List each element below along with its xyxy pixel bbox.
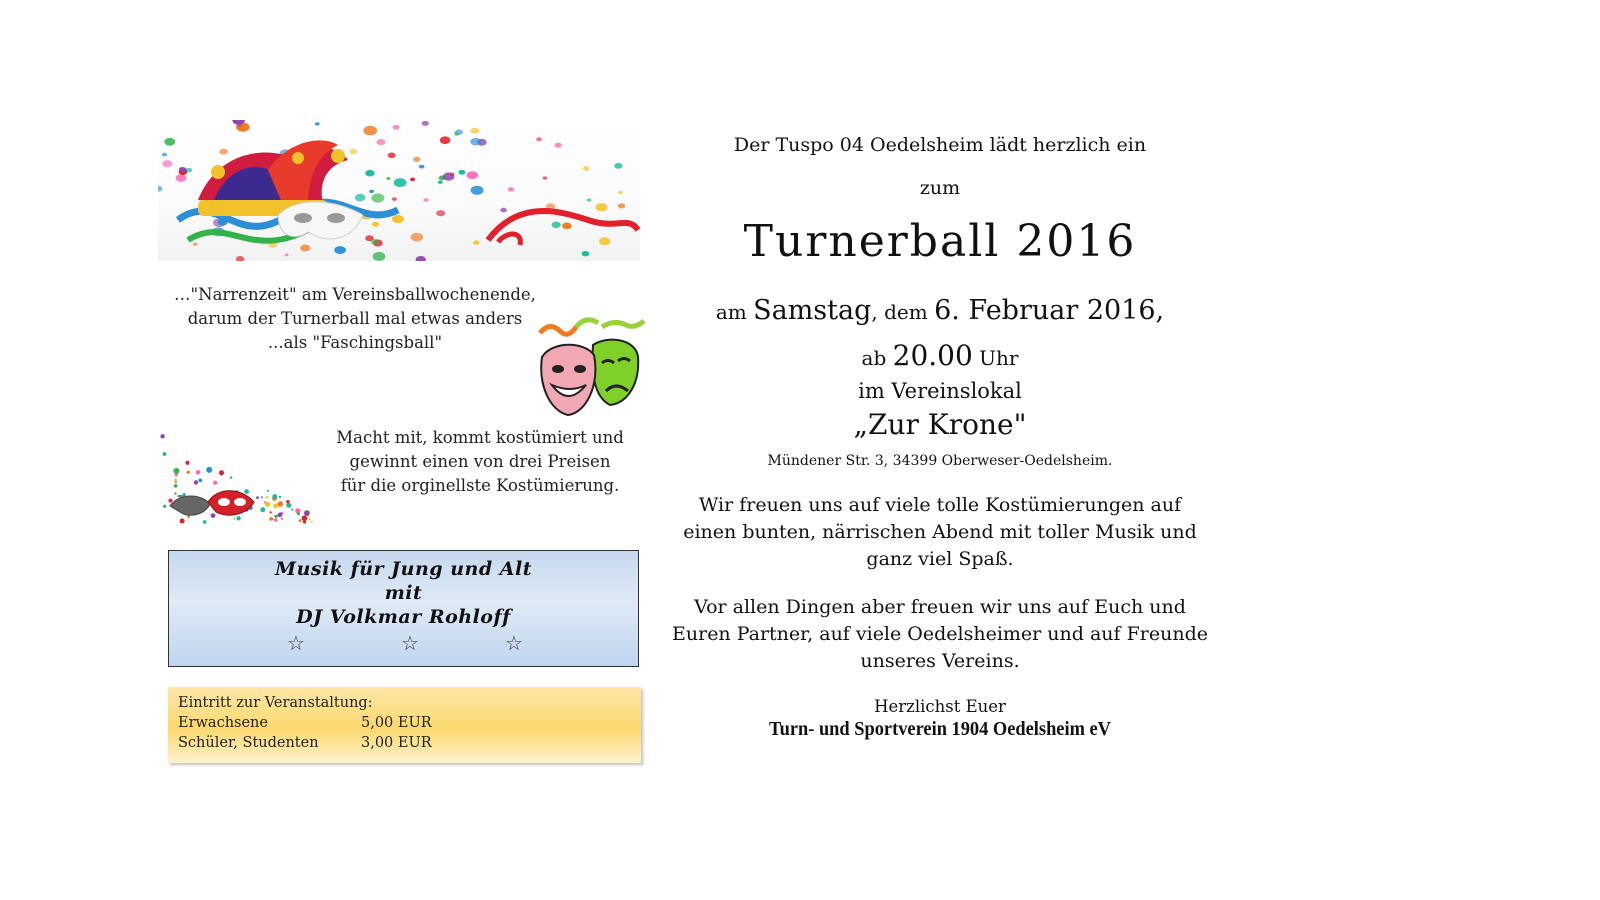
confetti-dot <box>454 132 459 135</box>
paragraph-costumes: Wir freuen uns auf viele tolle Kostümierungen auf einen bunten, närrischen Abend mit toller Musik und ganz viel Spaß. <box>683 494 1197 570</box>
confetti-dot <box>244 489 249 494</box>
confetti-dot <box>365 170 374 177</box>
confetti-dot <box>278 501 283 506</box>
confetti-dot <box>308 518 310 520</box>
confetti-dot <box>260 507 265 512</box>
confetti-dot <box>291 509 293 511</box>
confetti-dot <box>187 471 190 474</box>
confetti-dot <box>303 520 306 523</box>
confetti-dot <box>334 246 346 254</box>
confetti-dot <box>267 490 269 492</box>
confetti-dot <box>213 481 217 485</box>
confetti-dot <box>618 191 622 194</box>
confetti-dot <box>440 136 451 144</box>
confetti-dot <box>174 484 178 488</box>
confetti-dot <box>219 149 228 155</box>
confetti-dot <box>315 122 320 125</box>
confetti-dot <box>300 245 310 252</box>
confetti-dot <box>394 178 407 187</box>
theater-masks-image <box>538 313 648 423</box>
confetti-dot <box>274 515 277 518</box>
confetti-dot <box>278 513 283 518</box>
confetti-dot <box>163 505 166 508</box>
stars-row <box>169 631 638 657</box>
machtmit-line-3: für die orginellste Kostümierung. <box>340 476 620 495</box>
confetti-dot <box>256 496 259 499</box>
confetti-dot <box>158 186 162 192</box>
confetti-dot <box>230 476 232 478</box>
confetti-dot <box>297 512 300 515</box>
music-line-3: DJ Volkmar Rohloff <box>296 606 511 628</box>
confetti-dot <box>536 137 542 141</box>
confetti-dot <box>436 210 445 216</box>
narren-line-2: darum der Turnerball mal etwas anders <box>187 309 523 328</box>
confetti-dot <box>355 194 366 202</box>
confetti-dot <box>596 203 608 211</box>
confetti-dot <box>500 208 507 213</box>
confetti-dot <box>618 203 625 208</box>
confetti-dot <box>163 452 167 456</box>
confetti-mask-illustration <box>158 422 318 534</box>
confetti-dot <box>614 163 622 169</box>
confetti-dot <box>183 493 186 496</box>
confetti-dot <box>467 171 479 179</box>
confetti-dot <box>562 223 572 230</box>
confetti-dot <box>236 256 244 261</box>
price-value: 5,00 EUR <box>361 715 432 731</box>
confetti-dot <box>552 222 561 228</box>
confetti-dot <box>371 193 384 202</box>
date-am: am <box>715 300 747 324</box>
event-time <box>660 339 1220 372</box>
confetti-dot <box>286 503 291 508</box>
confetti-dot <box>219 470 224 475</box>
confetti-dot <box>599 237 610 245</box>
confetti-dot <box>196 470 201 475</box>
date-value: 6. Februar 2016, <box>934 295 1165 326</box>
confetti-dot <box>470 138 481 146</box>
confetti-dot <box>198 479 202 483</box>
confetti-dot <box>272 494 277 499</box>
confetti-dot <box>174 492 176 494</box>
music-line-2: mit <box>384 582 423 604</box>
confetti-mask-image <box>158 422 318 534</box>
confetti-dot <box>160 434 164 438</box>
confetti-dot <box>413 157 420 162</box>
admission-price-box <box>168 687 641 763</box>
confetti-dot <box>410 178 415 182</box>
confetti-dot <box>543 176 548 179</box>
venue-intro: im Vereinslokal <box>858 379 1022 403</box>
confetti-dot <box>311 521 313 523</box>
confetti-dot <box>193 243 198 246</box>
confetti-dot <box>583 166 589 171</box>
price-row <box>178 733 631 753</box>
confetti-dot <box>233 518 235 520</box>
confetti-dot <box>203 520 207 524</box>
confetti-dot <box>236 516 240 520</box>
confetti-dot <box>555 143 562 148</box>
venue-name: „Zur Krone" <box>853 408 1027 441</box>
confetti-dot <box>176 174 187 182</box>
confetti-dot <box>264 501 266 503</box>
confetti-dot <box>373 252 386 261</box>
confetti-dot <box>458 170 465 175</box>
confetti-dot <box>270 511 272 513</box>
event-date <box>660 295 1220 326</box>
confetti-dot <box>392 215 404 223</box>
confetti-dot <box>173 468 179 474</box>
comedy-tragedy-masks-illustration <box>538 313 648 423</box>
confetti-dot <box>471 186 484 195</box>
confetti-dot <box>187 516 190 519</box>
confetti-dot <box>422 121 429 126</box>
carnival-banner-image <box>158 120 640 261</box>
closing-greeting: Herzlichst Euer <box>874 697 1006 716</box>
confetti-dot <box>211 513 216 518</box>
time-ab: ab <box>861 346 887 370</box>
confetti-dot <box>302 515 308 521</box>
confetti-dot <box>279 496 281 498</box>
price-label: Erwachsene <box>178 715 268 731</box>
star-icon: ☆ <box>505 631 523 655</box>
confetti-dot <box>508 187 514 191</box>
machtmit-line-2: gewinnt einen von drei Preisen <box>349 452 611 471</box>
narren-line-3: ...als "Faschingsball" <box>267 333 443 352</box>
confetti-dot <box>299 519 302 522</box>
confetti-dot <box>194 480 198 484</box>
star-icon: ☆ <box>401 631 419 655</box>
confetti-dot <box>349 149 357 155</box>
confetti-dot <box>438 181 443 184</box>
music-line-1: Musik für Jung und Alt <box>275 558 532 580</box>
confetti-dot <box>377 139 386 145</box>
confetti-dot <box>388 153 396 159</box>
confetti-dot <box>162 153 167 157</box>
confetti-dot <box>169 499 173 503</box>
confetti-dot <box>372 222 379 227</box>
confetti-dot <box>281 518 283 520</box>
invitation-line: Der Tuspo 04 Oedelsheim lädt herzlich ein <box>733 134 1147 156</box>
confetti-dot <box>371 239 379 245</box>
confetti-dot <box>363 126 377 136</box>
confetti-dot <box>473 240 479 244</box>
confetti-dot <box>162 160 172 167</box>
paragraph-welcome: Vor allen Dingen aber freuen wir uns auf Euch und Euren Partner, auf viele Oedelsheimer und auf Freunde unseres Vereins. <box>672 596 1208 672</box>
zum-text: zum <box>919 177 961 199</box>
confetti-dot <box>185 461 189 465</box>
confetti-dot <box>450 173 455 176</box>
club-signature: Turn- und Sportverein 1904 Oedelsheim eV <box>769 718 1111 740</box>
confetti-dot <box>411 233 423 242</box>
price-label: Schüler, Studenten <box>178 735 319 751</box>
confetti-dot <box>369 190 374 193</box>
confetti-dot <box>424 198 429 202</box>
narren-line-1: …"Narrenzeit" am Vereinsballwochenende, <box>174 285 536 304</box>
confetti-dot <box>261 496 263 498</box>
price-row <box>178 713 631 733</box>
confetti-dot <box>587 198 592 201</box>
confetti-dot <box>419 165 425 169</box>
price-value: 3,00 EUR <box>361 735 432 751</box>
confetti-dot <box>274 518 278 522</box>
date-dem: , dem <box>871 300 928 324</box>
machtmit-line-1: Macht mit, kommt kostümiert und <box>336 428 624 447</box>
event-title: Turnerball 2016 <box>743 216 1137 267</box>
narrenzeit-text <box>170 283 540 355</box>
confetti-dot <box>175 481 177 483</box>
time-value: 20.00 <box>892 339 973 372</box>
confetti-dot <box>306 511 309 514</box>
confetti-dot <box>393 125 400 130</box>
admission-heading: Eintritt zur Veranstaltung: <box>178 695 373 711</box>
confetti-dot <box>416 256 426 261</box>
confetti-dot <box>582 251 590 256</box>
costume-contest-text <box>335 426 625 498</box>
confetti-dot <box>386 177 390 180</box>
confetti-dot <box>392 197 397 201</box>
time-uhr: Uhr <box>979 346 1019 370</box>
confetti-dot <box>273 503 278 508</box>
confetti-jester-hat-illustration <box>158 120 640 261</box>
star-icon: ☆ <box>287 631 305 655</box>
confetti-dot <box>269 517 273 521</box>
confetti-dot <box>164 138 175 146</box>
date-day: Samstag <box>753 295 872 326</box>
confetti-dot <box>470 128 479 134</box>
confetti-dot <box>180 519 185 524</box>
confetti-dot <box>179 167 186 172</box>
confetti-dot <box>285 254 289 257</box>
venue-address: Mündener Str. 3, 34399 Oberweser-Oedelsheim. <box>767 453 1113 469</box>
confetti-dot <box>266 496 268 498</box>
music-dj-box <box>168 550 639 667</box>
confetti-dot <box>206 467 212 473</box>
